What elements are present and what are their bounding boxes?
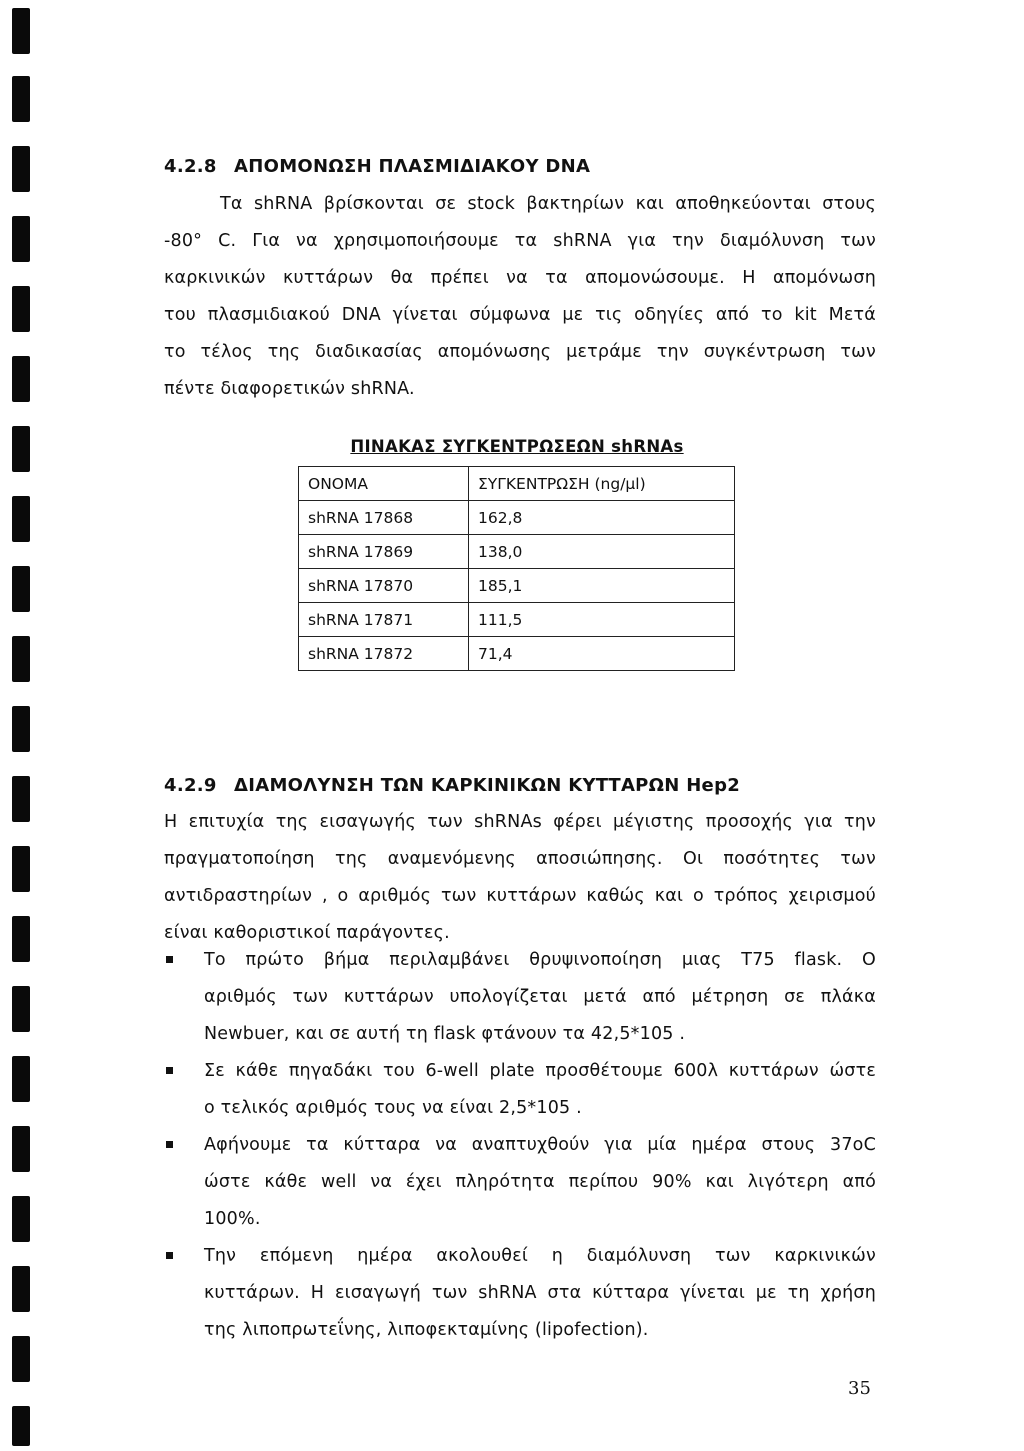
- table-cell: 185,1: [469, 569, 735, 603]
- binding-hole: [12, 76, 30, 122]
- table-row: [299, 603, 735, 637]
- table-row: [299, 535, 735, 569]
- binding-hole: [12, 846, 30, 892]
- section-heading-4-2-9: [164, 775, 740, 796]
- paragraph-line: -80° C. Για να χρησιμοποιήσουμε τα shRNA για την διαμόλυνση των: [164, 231, 876, 251]
- table-cell: 71,4: [469, 637, 735, 671]
- list-item-line: Αφήνουμε τα κύτταρα να αναπτυχθούν για μία ημέρα στους 37oC: [204, 1135, 876, 1155]
- paragraph-line: πραγματοποίηση της αναμενόμενης αποσιώπησης. Οι ποσότητες των: [164, 849, 876, 869]
- table-cell: shRNA 17871: [299, 603, 469, 637]
- list-item-line: ώστε κάθε well να έχει πληρότητα περίπου 90% και λιγότερη από: [204, 1172, 876, 1192]
- table-cell: 138,0: [469, 535, 735, 569]
- list-item-line: κυττάρων. Η εισαγωγή των shRNA στα κύτταρα γίνεται με τη χρήση: [204, 1283, 876, 1303]
- table-row: [299, 569, 735, 603]
- binding-hole: [12, 706, 30, 752]
- binding-holes: [0, 0, 46, 1451]
- binding-hole: [12, 1406, 30, 1446]
- paragraph-line: πέντε διαφορετικών shRNA.: [164, 379, 415, 399]
- list-item-line: 100%.: [204, 1209, 261, 1229]
- section-number: 4.2.9: [164, 775, 217, 796]
- table-header-cell: ΟΝΟΜΑ: [299, 467, 469, 501]
- list-item: [164, 942, 876, 1053]
- table-cell: 111,5: [469, 603, 735, 637]
- paragraph-line: αντιδραστηρίων , ο αριθμός των κυττάρων καθώς και ο τρόπος χειρισμού: [164, 886, 876, 906]
- list-item: [164, 1238, 876, 1349]
- bullet-list: [164, 942, 876, 1349]
- binding-hole: [12, 356, 30, 402]
- section-title: ΑΠΟΜΟΝΩΣΗ ΠΛΑΣΜΙΔΙΑΚΟΥ DNA: [234, 156, 591, 177]
- page-number: 35: [848, 1378, 871, 1399]
- list-item-line: αριθμός των κυττάρων υπολογίζεται μετά από μέτρηση σε πλάκα: [204, 987, 876, 1007]
- table-row: [299, 637, 735, 671]
- list-item-line: της λιποπρωτεΐνης, λιποφεκταμίνης (lipofection).: [204, 1320, 649, 1340]
- binding-hole: [12, 1266, 30, 1312]
- binding-hole: [12, 1336, 30, 1382]
- table-title: ΠΙΝΑΚΑΣ ΣΥΓΚΕΝΤΡΩΣΕΩΝ shRNAs: [350, 437, 684, 456]
- section-title: ΔΙΑΜΟΛΥΝΣΗ ΤΩΝ ΚΑΡΚΙΝΙΚΩΝ ΚΥΤΤΑΡΩΝ Hep2: [234, 775, 741, 796]
- table-header-cell: ΣΥΓΚΕΝΤΡΩΣΗ (ng/μl): [469, 467, 735, 501]
- section-heading-4-2-8: [164, 156, 590, 177]
- list-item-line: Το πρώτο βήμα περιλαμβάνει θρυψινοποίηση μιας Τ75 flask. Ο: [204, 950, 876, 970]
- binding-hole: [12, 146, 30, 192]
- table-row: [299, 501, 735, 535]
- binding-hole: [12, 776, 30, 822]
- list-item-line: Την επόμενη ημέρα ακολουθεί η διαμόλυνση των καρκινικών: [204, 1246, 876, 1266]
- section-number: 4.2.8: [164, 156, 217, 177]
- binding-hole: [12, 566, 30, 612]
- table-cell: shRNA 17872: [299, 637, 469, 671]
- binding-hole: [12, 216, 30, 262]
- binding-hole: [12, 636, 30, 682]
- bullet-square-icon: [166, 1141, 173, 1148]
- paragraph-line: Η επιτυχία της εισαγωγής των shRNAs φέρει μέγιστης προσοχής για την: [164, 812, 876, 832]
- table-cell: 162,8: [469, 501, 735, 535]
- bullet-square-icon: [166, 956, 173, 963]
- binding-hole: [12, 916, 30, 962]
- list-item: [164, 1053, 876, 1127]
- table-cell: shRNA 17870: [299, 569, 469, 603]
- paragraph-line: Τα shRNA βρίσκονται σε stock βακτηρίων και αποθηκεύονται στους: [220, 194, 876, 214]
- list-item-line: ο τελικός αριθμός τους να είναι 2,5*105 .: [204, 1098, 582, 1118]
- bullet-square-icon: [166, 1252, 173, 1259]
- list-item-line: Σε κάθε πηγαδάκι του 6-well plate προσθέτουμε 600λ κυττάρων ώστε: [204, 1061, 876, 1081]
- binding-hole: [12, 496, 30, 542]
- paragraph-line: είναι καθοριστικοί παράγοντες.: [164, 923, 450, 943]
- table-header-row: [299, 467, 735, 501]
- binding-hole: [12, 286, 30, 332]
- binding-hole: [12, 1196, 30, 1242]
- bullet-square-icon: [166, 1067, 173, 1074]
- table-cell: shRNA 17869: [299, 535, 469, 569]
- list-item-line: Newbuer, και σε αυτή τη flask φτάνουν τα 42,5*105 .: [204, 1024, 686, 1044]
- paragraph-line: καρκινικών κυττάρων θα πρέπει να τα απομονώσουμε. Η απομόνωση: [164, 268, 876, 288]
- binding-hole: [12, 8, 30, 54]
- concentration-table: [298, 466, 735, 671]
- section-4-2-8-paragraph: [164, 186, 876, 408]
- binding-hole: [12, 1056, 30, 1102]
- list-item: [164, 1127, 876, 1238]
- paragraph-line: το τέλος της διαδικασίας απομόνωσης μετράμε την συγκέντρωση των: [164, 342, 876, 362]
- binding-hole: [12, 986, 30, 1032]
- section-4-2-9-paragraph: [164, 804, 876, 952]
- paragraph-line: του πλασμιδιακού DNA γίνεται σύμφωνα με τις οδηγίες από το kit Μετά: [164, 305, 876, 325]
- binding-hole: [12, 1126, 30, 1172]
- table-cell: shRNA 17868: [299, 501, 469, 535]
